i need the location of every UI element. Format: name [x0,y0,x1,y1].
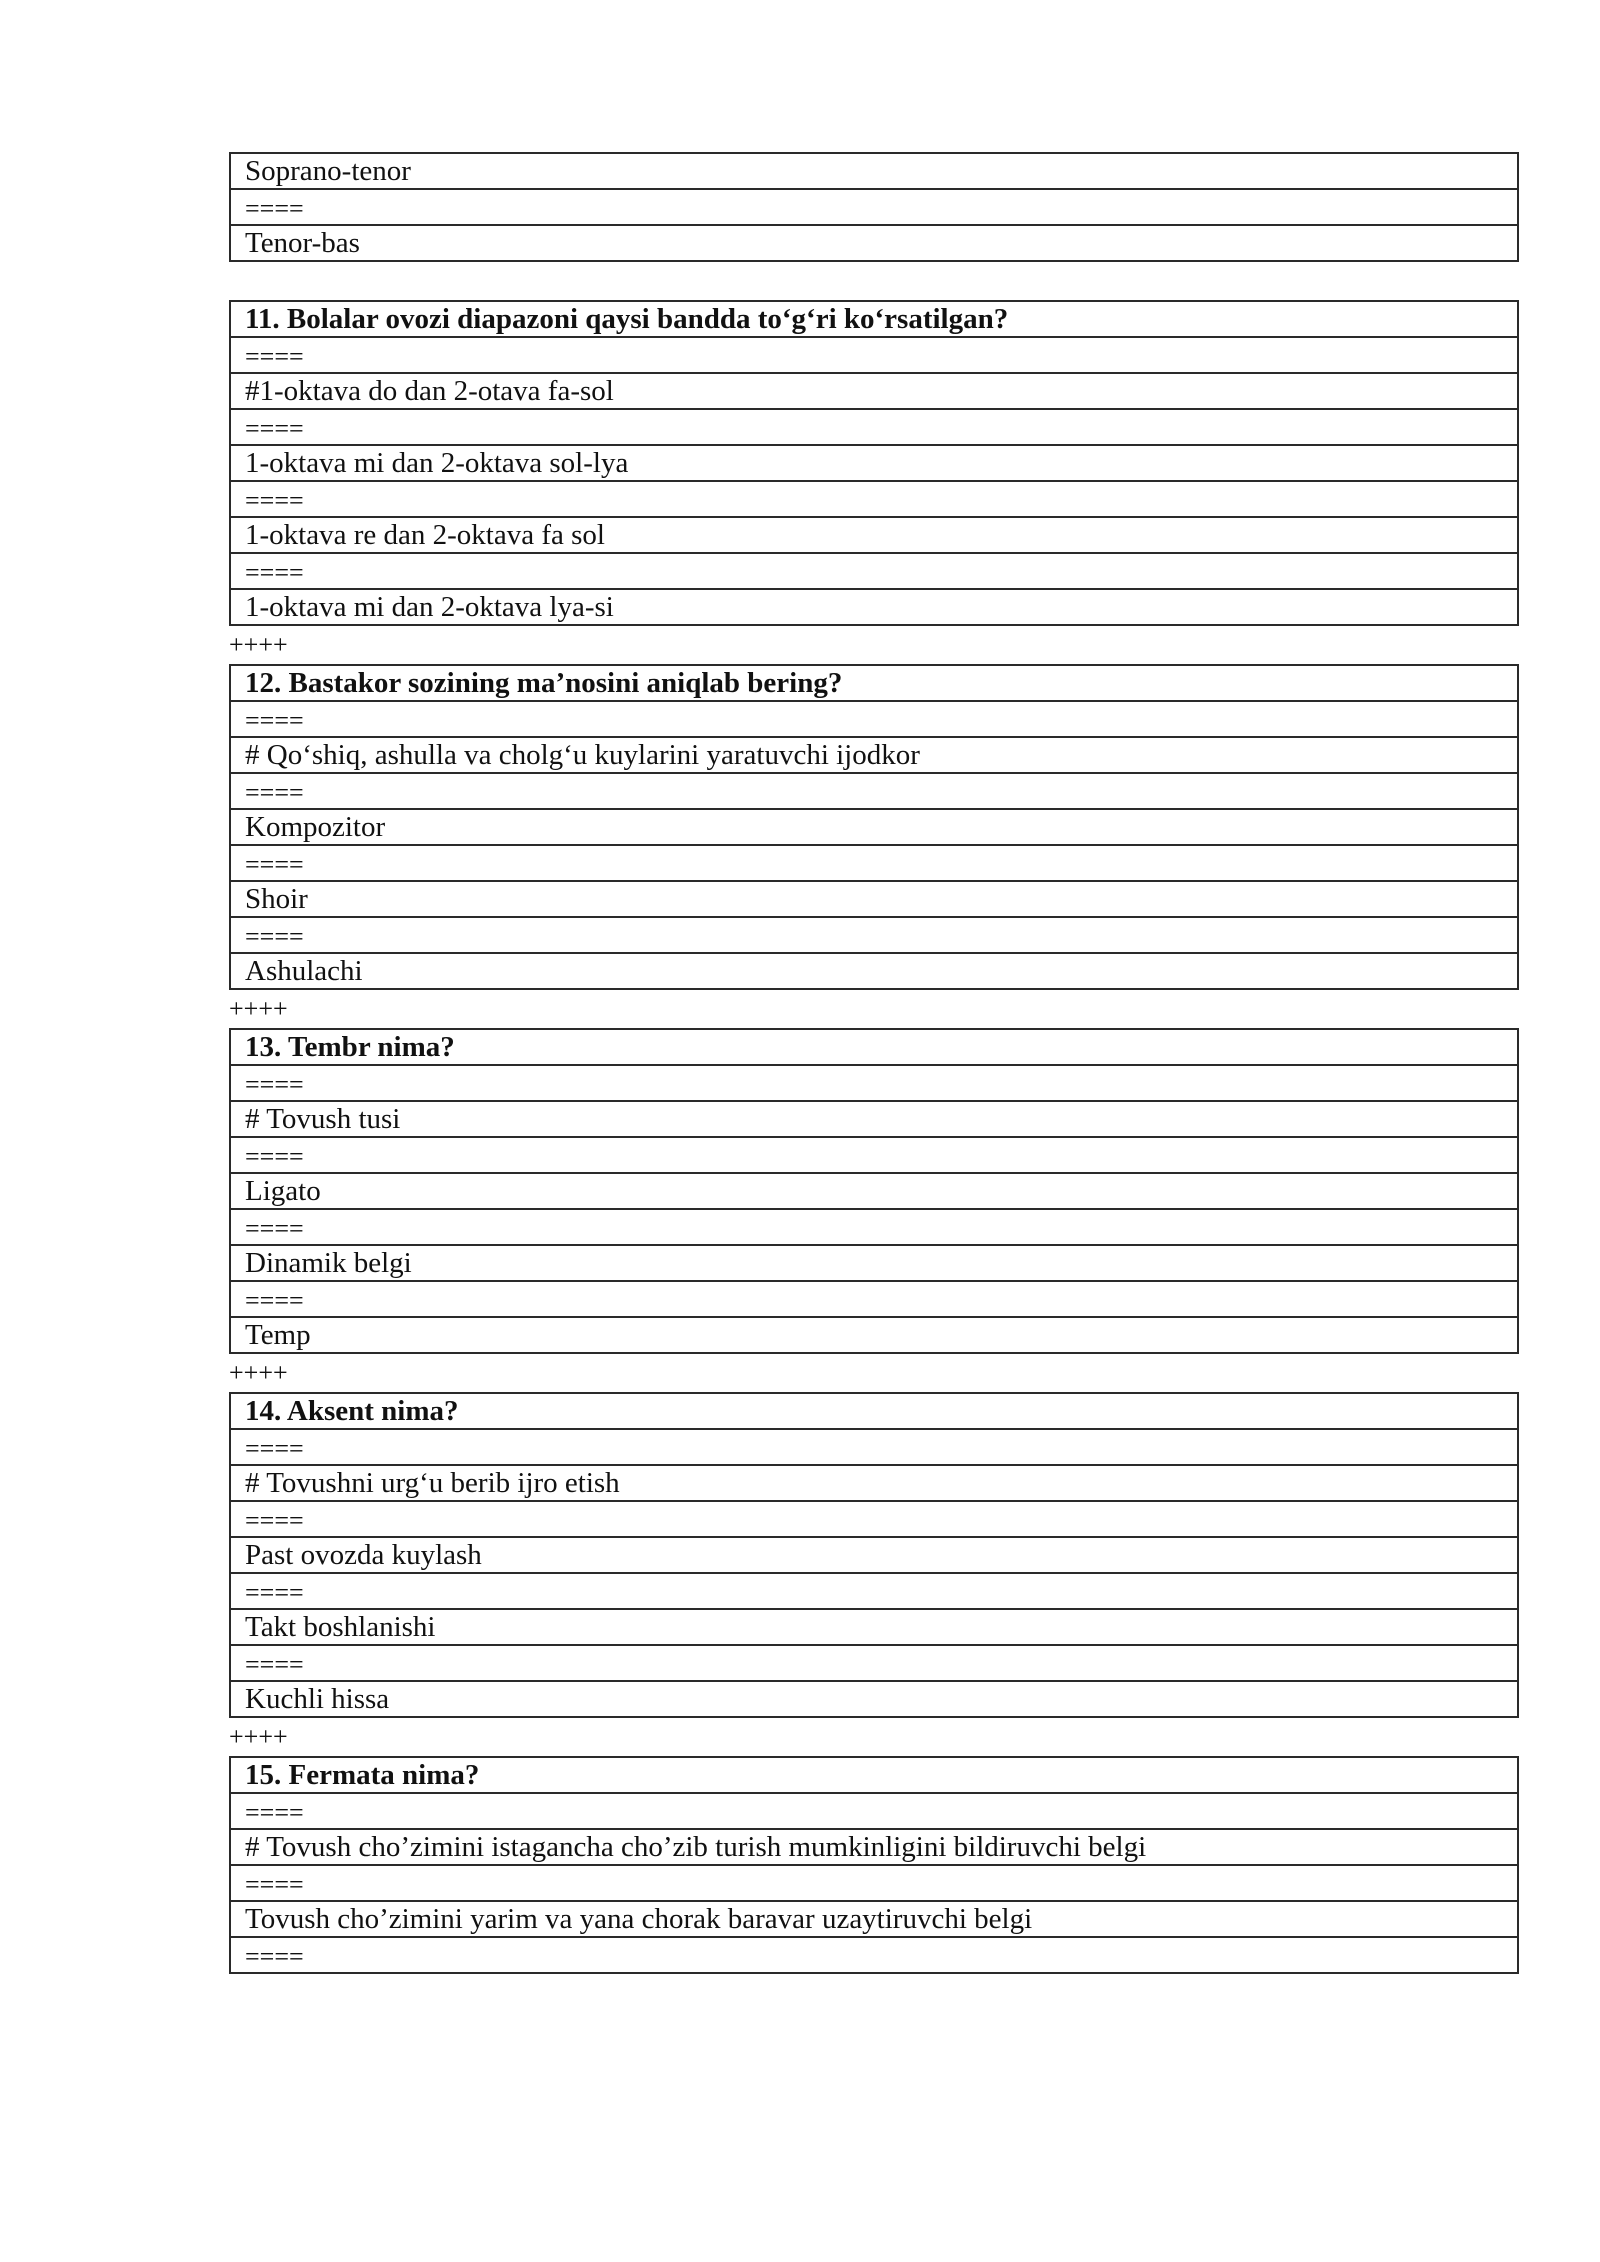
question-divider: ++++ [229,1722,288,1751]
answer-row [230,1901,1518,1937]
question-text: 11. Bolalar ovozi diapazoni qaysi bandda to‘g‘ri ko‘rsatilgan? [230,301,1518,337]
answer-row [230,589,1518,625]
answer-text: Past ovozda kuylash [230,1537,1518,1573]
answer-text: 1-oktava mi dan 2-oktava sol-lya [230,445,1518,481]
answer-row [230,1681,1518,1717]
answer-row [230,953,1518,989]
separator-text: ==== [230,1573,1518,1609]
separator-text: ==== [230,917,1518,953]
separator-row [230,409,1518,445]
separator-row [230,1937,1518,1973]
test-document [229,152,1519,1974]
spacer [229,262,1519,300]
answer-text: 1-oktava re dan 2-oktava fa sol [230,517,1518,553]
answer-row [230,1317,1518,1353]
answer-text: Ligato [230,1173,1518,1209]
answer-row [230,445,1518,481]
answer-text: 1-oktava mi dan 2-oktava lya-si [230,589,1518,625]
separator-row [230,1573,1518,1609]
answer-text: Kuchli hissa [230,1681,1518,1717]
question-table [229,152,1519,262]
separator-row [230,701,1518,737]
answer-text: # Tovush cho’zimini istagancha cho’zib turish mumkinligini bildiruvchi belgi [230,1829,1518,1865]
answer-row [230,373,1518,409]
separator-row [230,1793,1518,1829]
answer-row [230,517,1518,553]
separator-text: ==== [230,1065,1518,1101]
separator-row [230,1501,1518,1537]
question-text: 14. Aksent nima? [230,1393,1518,1429]
separator-text: ==== [230,337,1518,373]
separator-text: ==== [230,481,1518,517]
separator-text: ==== [230,1137,1518,1173]
question-divider: ++++ [229,994,288,1023]
answer-row [230,1537,1518,1573]
separator-text: ==== [230,189,1518,225]
answer-row [230,809,1518,845]
question-text: 15. Fermata nima? [230,1757,1518,1793]
question-row [230,1393,1518,1429]
separator-text: ==== [230,701,1518,737]
separator-row [230,1137,1518,1173]
answer-text: # Qo‘shiq, ashulla va cholg‘u kuylarini yaratuvchi ijodkor [230,737,1518,773]
separator-text: ==== [230,1429,1518,1465]
separator-text: ==== [230,1865,1518,1901]
answer-text: Tovush cho’zimini yarim va yana chorak baravar uzaytiruvchi belgi [230,1901,1518,1937]
separator-text: ==== [230,1209,1518,1245]
separator-row [230,189,1518,225]
question-row [230,1029,1518,1065]
question-table [229,1028,1519,1354]
separator-row [230,773,1518,809]
answer-text: Tenor-bas [230,225,1518,261]
separator-row [230,1645,1518,1681]
separator-row [230,1065,1518,1101]
answer-row [230,1101,1518,1137]
answer-text: Kompozitor [230,809,1518,845]
question-divider: ++++ [229,630,288,659]
separator-row [230,1429,1518,1465]
separator-row [230,1865,1518,1901]
answer-text: Temp [230,1317,1518,1353]
separator-text: ==== [230,1793,1518,1829]
separator-text: ==== [230,553,1518,589]
separator-row [230,553,1518,589]
answer-row [230,737,1518,773]
separator-text: ==== [230,1501,1518,1537]
answer-row [230,1173,1518,1209]
answer-text: Takt boshlanishi [230,1609,1518,1645]
question-divider: ++++ [229,1358,288,1387]
answer-row [230,1829,1518,1865]
answer-row [230,881,1518,917]
separator-text: ==== [230,1645,1518,1681]
answer-text: #1-oktava do dan 2-otava fa-sol [230,373,1518,409]
question-text: 12. Bastakor sozining ma’nosini aniqlab bering? [230,665,1518,701]
separator-row [230,845,1518,881]
question-table [229,1756,1519,1974]
question-row [230,301,1518,337]
answer-row [230,225,1518,261]
answer-text: Soprano-tenor [230,153,1518,189]
separator-text: ==== [230,409,1518,445]
separator-row [230,1209,1518,1245]
question-table [229,300,1519,626]
answer-row [230,1609,1518,1645]
separator-text: ==== [230,1937,1518,1973]
answer-row [230,153,1518,189]
answer-text: Ashulachi [230,953,1518,989]
answer-text: Shoir [230,881,1518,917]
answer-text: # Tovushni urg‘u berib ijro etish [230,1465,1518,1501]
answer-row [230,1245,1518,1281]
separator-text: ==== [230,845,1518,881]
separator-row [230,337,1518,373]
question-table [229,664,1519,990]
separator-row [230,1281,1518,1317]
question-text: 13. Tembr nima? [230,1029,1518,1065]
question-table [229,1392,1519,1718]
separator-text: ==== [230,773,1518,809]
separator-row [230,481,1518,517]
question-row [230,665,1518,701]
answer-text: Dinamik belgi [230,1245,1518,1281]
separator-row [230,917,1518,953]
answer-text: # Tovush tusi [230,1101,1518,1137]
answer-row [230,1465,1518,1501]
separator-text: ==== [230,1281,1518,1317]
question-row [230,1757,1518,1793]
